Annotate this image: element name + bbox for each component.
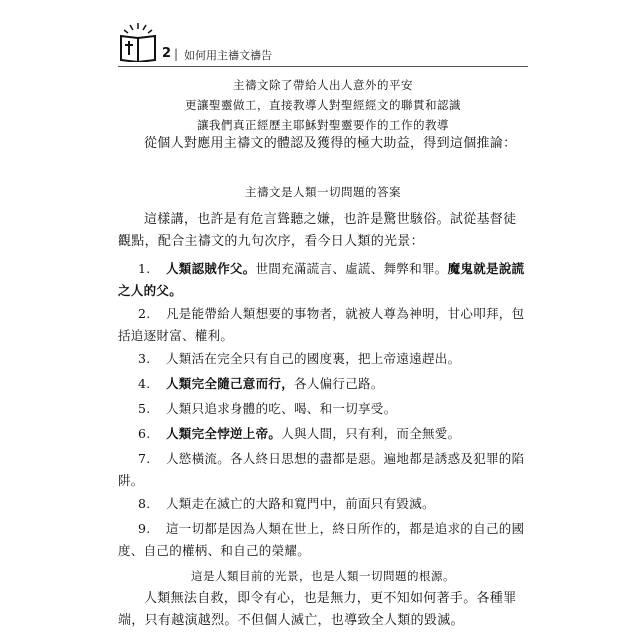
item-number: 8. (138, 496, 151, 511)
item-text: 各人偏行己路。 (294, 376, 384, 391)
item-number: 7. (138, 451, 151, 466)
open-bible-icon (118, 22, 158, 62)
item-number: 6. (138, 426, 151, 441)
intro-line-3: 讓我們真正經歷主耶穌對聖靈要作的工作的教導 (197, 118, 449, 132)
list-item (118, 518, 528, 562)
page-header (118, 22, 528, 66)
item-text: 人慾橫流。各人終日思想的盡都是惡。遍地都是誘惑及犯罪的陷阱。 (118, 451, 525, 488)
paragraph-2: 這樣講，也許是有危言聳聽之嫌，也許是驚世駭俗。試從基督徒觀點，配合主禱文的九句次序，看今日人類的光景： (118, 212, 517, 249)
item-number: 1. (138, 261, 151, 276)
subheading-2: 這是人類目前的光景，也是人類一切問題的根源。 (191, 569, 455, 583)
item-number: 9. (138, 521, 151, 536)
item-number: 5. (138, 401, 151, 416)
list-item (118, 303, 528, 347)
item-text: 凡是能帶給人類想要的事物者，就被人尊為神明，甘心叩拜，包括追逐財富、權利。 (118, 306, 525, 343)
list-item (118, 398, 528, 420)
list-item (118, 493, 528, 515)
paragraph-3: 人類無法自救，即令有心，也是無力，更不知如何著手。各種罪端，只有越演越烈。不但個人滅亡，也導致全人類的毀滅。 (118, 591, 517, 628)
intro-line-2: 更讓聖靈做工，直接教導人對聖經經文的聯貫和認識 (185, 98, 461, 112)
subheading-1: 主禱文是人類一切問題的答案 (245, 185, 401, 199)
item-bold-text: 人類完全隨己意而行， (166, 376, 295, 391)
item-text: 人與人間，只有利，而全無愛。 (281, 426, 461, 441)
page-number: 2 (162, 46, 172, 61)
item-bold-text: 人類認賊作父。 (166, 261, 256, 276)
list-item (118, 423, 528, 445)
list-item (118, 448, 528, 492)
header-separator: | (174, 47, 179, 61)
list-item (118, 258, 528, 302)
item-bold-text: 人類完全悖逆上帝。 (166, 426, 282, 441)
intro-line-1: 主禱文除了帶給人出人意外的平安 (233, 78, 413, 92)
header-rule (118, 66, 528, 67)
running-title: 如何用主禱文禱告 (184, 49, 272, 62)
item-number: 4. (138, 376, 151, 391)
list-item (118, 373, 528, 395)
item-bold-text-2: 魔鬼就是說謊之人的父。 (118, 261, 525, 298)
item-text: 世間充滿謊言、虛謊、舞弊和罪。 (255, 261, 448, 276)
item-text: 這一切都是因為人類在世上，終日所作的，都是追求的自己的國度、自己的權柄、和自己的榮耀。 (118, 521, 525, 558)
item-text: 人類活在完全只有自己的國度裏，把上帝遠遠趕出。 (166, 351, 461, 366)
item-text: 人類只追求身體的吃、喝、和一切享受。 (166, 401, 397, 416)
item-text: 人類走在滅亡的大路和寬門中，前面只有毀滅。 (166, 496, 435, 511)
item-number: 2. (138, 306, 151, 321)
paragraph-1: 從個人對應用主禱文的體認及獲得的極大助益，得到這個推論： (144, 136, 517, 151)
item-number: 3. (138, 351, 151, 366)
list-item (118, 348, 528, 370)
